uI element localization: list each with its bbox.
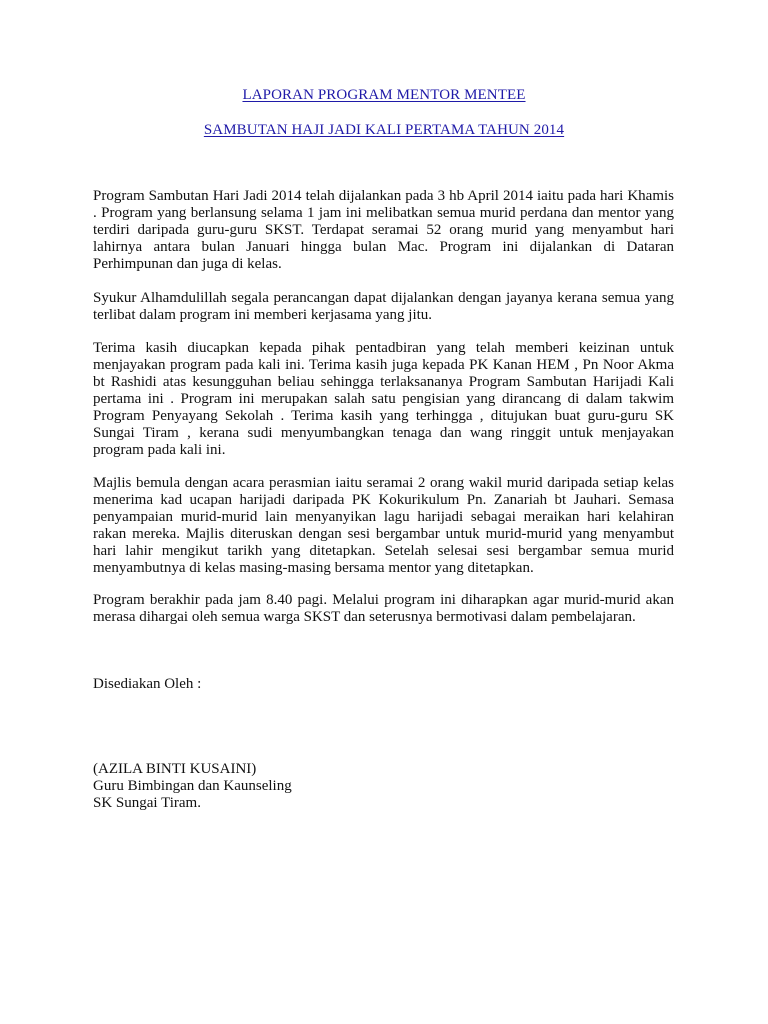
signatory-name: (AZILA BINTI KUSAINI): [93, 761, 257, 777]
paragraph-closing: [93, 592, 674, 626]
signatory-school: SK Sungai Tiram.: [93, 795, 201, 811]
paragraph-introduction: [93, 188, 674, 273]
paragraph-text: Terima kasih diucapkan kepada pihak pentadbiran yang telah memberi keizinan untuk menjayakan program pada kali ini. Terima kasih juga kepada PK Kanan HEM , Pn Noor Akma bt Rashidi atas kesungguhan beliau sehingga terlaksananya Program Sambutan Harijadi Kali pertama ini . Program ini merupakan salah satu pengisian yang dirancang di dalam takwim Program Penyayang Sekolah . Terima kasih yang terhingga , ditujukan buat guru-guru SK Sungai Tiram , kerana sudi menyumbangkan tenaga dan wang ringgit untuk menjayakan program pada kali ini.: [93, 340, 674, 458]
report-subtitle: SAMBUTAN HAJI JADI KALI PERTAMA TAHUN 2014: [203, 122, 565, 138]
paragraph-text: Program berakhir pada jam 8.40 pagi. Melalui program ini diharapkan agar murid-murid akan merasa dihargai oleh semua warga SKST dan seterusnya bermotivasi dalam pembelajaran.: [93, 592, 674, 625]
report-title: LAPORAN PROGRAM MENTOR MENTEE: [242, 87, 526, 103]
paragraph-thanks: [93, 340, 674, 459]
prepared-by-label: Disediakan Oleh :: [93, 676, 202, 692]
paragraph-text: Majlis bemula dengan acara perasmian iaitu seramai 2 orang wakil murid daripada setiap kelas menerima kad ucapan harijadi daripada PK Kokurikulum Pn. Zanariah bt Jauhari. Semasa penyampaian murid-murid lain menyanyikan lagu harijadi sebagai meraikan hari kelahiran rakan mereka. Majlis diteruskan dengan sesi bergambar untuk murid-murid yang menyambut hari lahir mengikut tarikh yang ditetapkan. Setelah selesai sesi bergambar semua murid menyambutnya di kelas masing-masing bersama mentor yang ditetapkan.: [93, 475, 674, 576]
paragraph-gratitude: [93, 290, 674, 324]
paragraph-text: Syukur Alhamdulillah segala perancangan dapat dijalankan dengan jayanya kerana semua yang terlibat dalam program ini memberi kerjasama yang jitu.: [93, 290, 674, 323]
paragraph-text: Program Sambutan Hari Jadi 2014 telah dijalankan pada 3 hb April 2014 iaitu pada hari Khamis . Program yang berlansung selama 1 jam ini melibatkan semua murid perdana dan mentor yang terdiri daripada guru-guru SKST. Terdapat seramai 52 orang murid yang menyambut hari lahirnya antara bulan Januari hingga bulan Mac. Program ini dijalankan di Dataran Perhimpunan dan juga di kelas.: [93, 188, 674, 272]
signatory-role: Guru Bimbingan dan Kaunseling: [93, 778, 292, 794]
paragraph-ceremony: [93, 475, 674, 577]
